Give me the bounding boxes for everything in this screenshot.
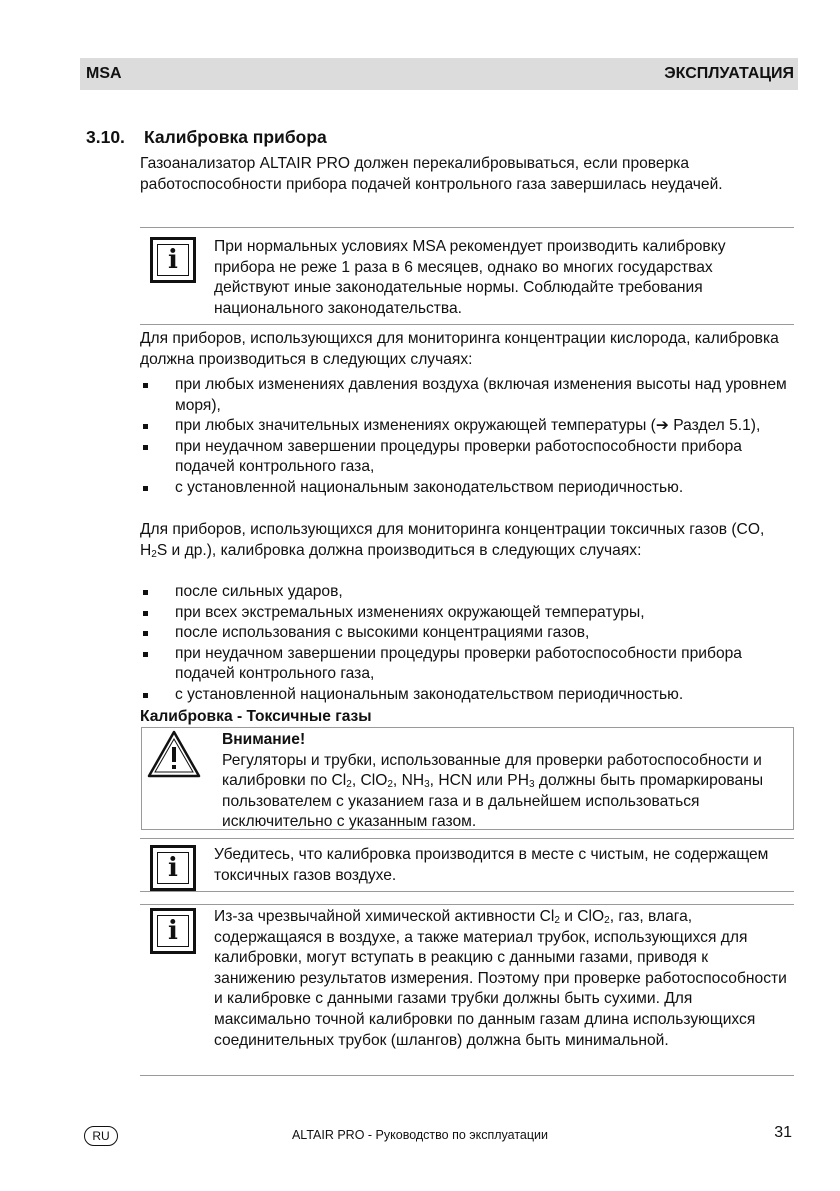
- intro-paragraph: Газоанализатор ALTAIR PRO должен перекалибровываться, если проверка работоспособности прибора подачей контрольного газа завершилась неудачей.: [140, 155, 723, 193]
- list-item: после сильных ударов,: [140, 582, 794, 603]
- warning-text: Регуляторы и трубки, использованные для проверки работоспособности и калибровки по $Cl_2$, ClO$_2$, $NH_3$, HCN или $PH_3$ должны быть промаркированы пользователем с указанием газа и в дальнейшем использоваться исключительно с указанным газом.: [222, 751, 764, 831]
- section-title: [86, 127, 327, 148]
- list-item: при всех экстремальных изменениях окружающей температуры,: [140, 603, 794, 624]
- section-number: 3.10.: [86, 127, 125, 147]
- header-brand: MSA: [86, 65, 122, 82]
- list-item: при неудачном завершении процедуры проверки работоспособности прибора подачей контрольного газа,: [140, 437, 794, 478]
- page-number: 31: [774, 1124, 792, 1141]
- footer-title: ALTAIR PRO - Руководство по эксплуатации: [291, 1128, 549, 1142]
- subheading-toxic-gases: Калибровка - Токсичные газы: [140, 708, 372, 725]
- divider: [140, 838, 794, 839]
- info-icon: i: [150, 237, 196, 283]
- warning-content: [222, 730, 792, 833]
- section-title-text: Калибровка прибора: [144, 127, 327, 147]
- list-item: с установленной национальным законодательством периодичностью.: [140, 685, 794, 706]
- info-icon: i: [150, 845, 196, 891]
- list-item: с установленной национальным законодательством периодичностью.: [140, 478, 794, 499]
- page-header: [80, 58, 798, 90]
- list-item: при любых изменениях давления воздуха (включая изменения высоты над уровнем моря),: [140, 375, 794, 416]
- list-item: при неудачном завершении процедуры проверки работоспособности прибора подачей контрольного газа,: [140, 644, 794, 685]
- list-item: при любых значительных изменениях окружающей температуры (➔ Раздел 5.1),: [140, 416, 794, 437]
- divider: [140, 904, 794, 905]
- note-reactive-gases: Из-за чрезвычайной химической активности $Cl_2$ и ClO$_2$, газ, влага, содержащаяся в воздухе, а также материал трубок, использующихся для калибровки, могут вступать в реакцию с данными газами, приводя к занижению результатов измерения. Поэтому при проверке работоспособности и калибровке с данными газами трубки должны быть сухими. Для максимально точной калибровки по данным газам длина использующихся соединительных трубок (шлангов) должна быть минимальной.: [214, 908, 787, 1049]
- header-section: ЭКСПЛУАТАЦИЯ: [664, 65, 794, 82]
- list-item: после использования с высокими концентрациями газов,: [140, 623, 794, 644]
- warning-triangle-icon: [147, 730, 201, 778]
- oxygen-list: [140, 375, 794, 499]
- divider: [140, 891, 794, 892]
- oxygen-intro: Для приборов, использующихся для мониторинга концентрации кислорода, калибровка должна производиться в следующих случаях:: [140, 330, 779, 368]
- toxic-list: [140, 582, 794, 706]
- note-calibration-interval: При нормальных условиях MSA рекомендует производить калибровку прибора не реже 1 раза в 6 месяцев, однако во многих государствах действуют иные законодательные нормы. Соблюдайте требования национального законодательства.: [214, 238, 726, 317]
- divider: [140, 1075, 794, 1076]
- warning-title: Внимание!: [222, 731, 306, 748]
- language-badge: RU: [84, 1126, 118, 1146]
- info-icon: i: [150, 908, 196, 954]
- toxic-intro: Для приборов, использующихся для мониторинга концентрации токсичных газов (CO, $H_2S$ и др.), калибровка должна производиться в следующих случаях:: [140, 521, 765, 560]
- divider: [140, 227, 794, 228]
- note-clean-air: Убедитесь, что калибровка производится в месте с чистым, не содержащем токсичных газов воздухе.: [214, 846, 769, 884]
- divider: [140, 324, 794, 325]
